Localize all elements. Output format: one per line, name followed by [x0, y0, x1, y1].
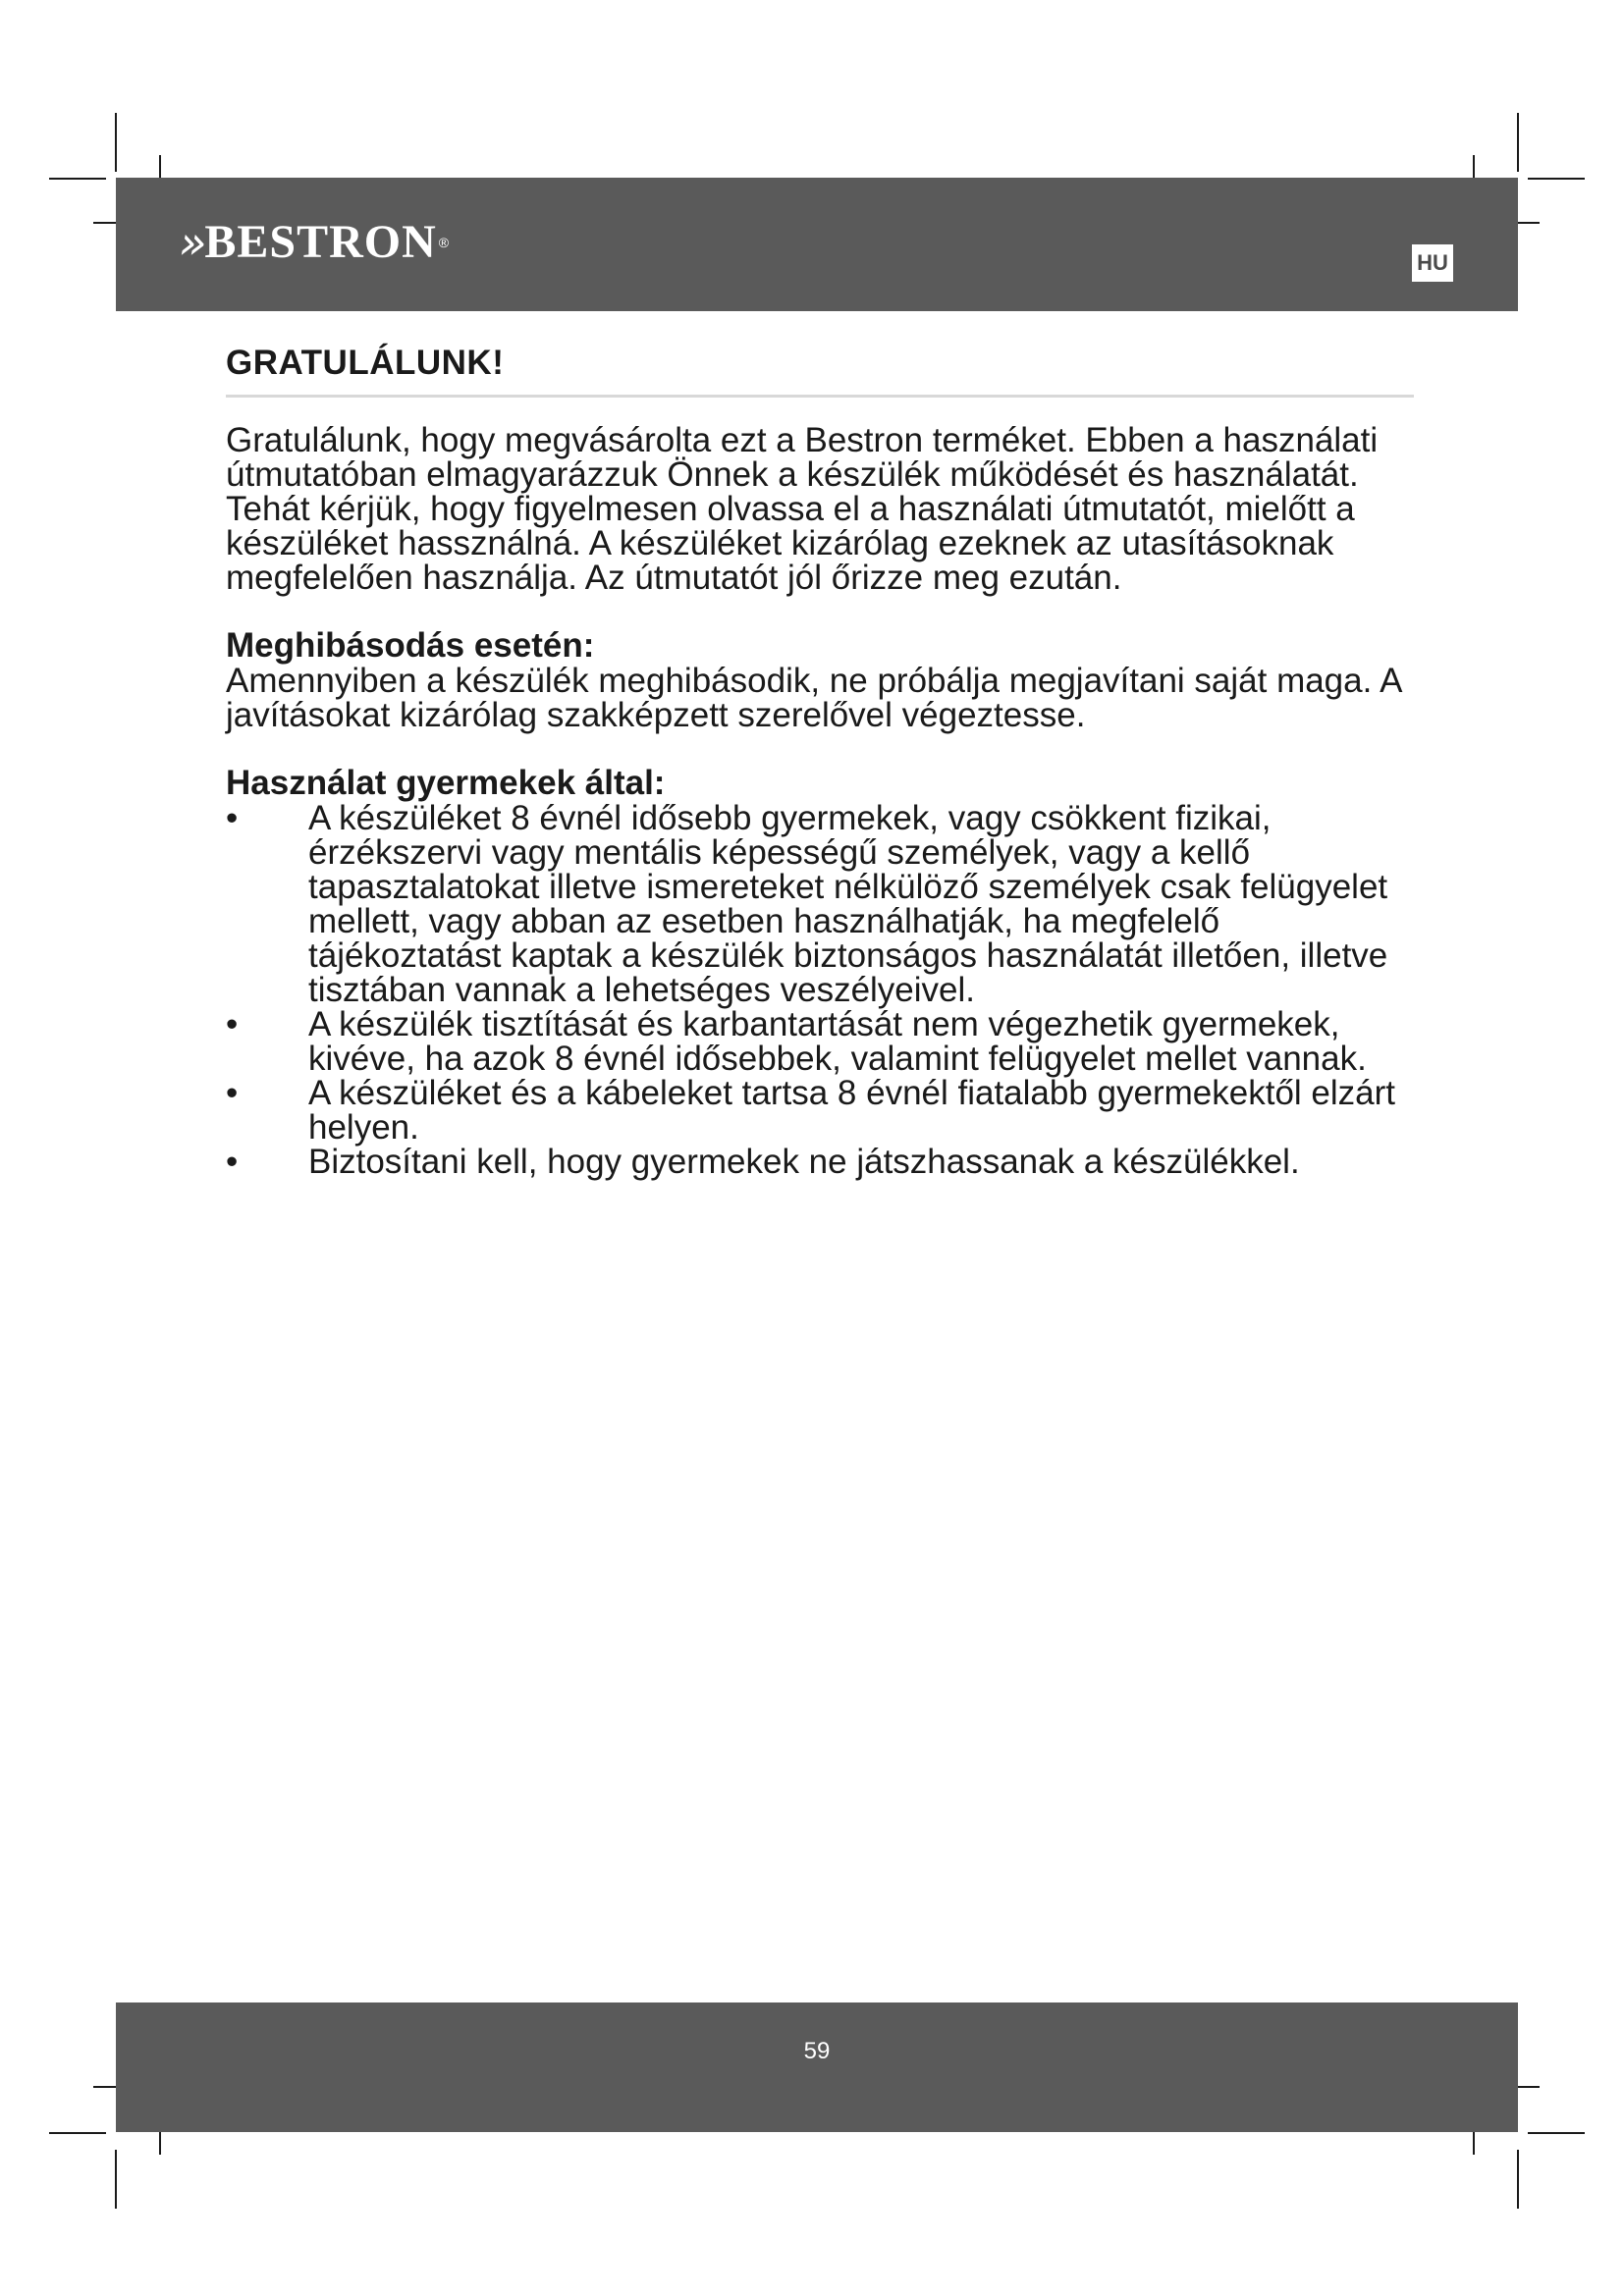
defect-heading: Meghibásodás esetén:	[226, 626, 595, 665]
list-item-text: A készüléket 8 évnél idősebb gyermekek, vagy csökkent fizikai, érzékszervi vagy mentális képességű személyek, vagy a kellő tapasztalatokat illetve ismereteket nélkülöző személyek csak felügyelet mellett, vagy abban az esetben használhatják, ha megfelelő tájékoztatást kaptak a készülék biztonságos használatát illetően, illetve tisztában vannak a lehetséges veszélyeivel.	[308, 799, 1388, 1009]
children-section	[226, 766, 1414, 1179]
bullet-icon: •	[226, 799, 239, 837]
language-badge: HU	[1412, 244, 1453, 282]
crop-mark	[115, 2150, 117, 2209]
bullet-icon: •	[226, 1143, 239, 1181]
children-list	[226, 801, 1414, 1179]
registered-mark: ®	[438, 234, 450, 250]
crop-mark	[49, 178, 106, 180]
list-item-text: A készüléket és a kábeleket tartsa 8 évnél fiatalabb gyermekektől elzárt helyen.	[308, 1074, 1395, 1147]
crop-mark	[1517, 2150, 1519, 2209]
crop-mark	[1528, 178, 1585, 180]
list-item-text: A készülék tisztítását és karbantartását nem végezhetik gyermekek, kivéve, ha azok 8 évnél idősebbek, valamint felügyelet mellet vannak.	[308, 1005, 1367, 1078]
page-title: GRATULÁLUNK!	[226, 344, 1414, 398]
main-content	[226, 344, 1414, 1179]
list-item	[226, 1007, 1414, 1076]
crop-mark	[1517, 113, 1519, 172]
brand-logo	[179, 215, 449, 269]
list-item	[226, 801, 1414, 1007]
intro-paragraph: Gratulálunk, hogy megvásárolta ezt a Bestron terméket. Ebben a használati útmutatóban elmagyarázzuk Önnek a készülék működését és használatát. Tehát kérjük, hogy figyelmesen olvassa el a használati útmutatót, mielőtt a készüléket hassználná. A készüléket kizárólag ezeknek az utasításoknak megfelelően használja. Az útmutatót jól őrizze meg ezután.	[226, 421, 1379, 597]
page-number: 59	[803, 2038, 831, 2064]
crop-mark	[115, 113, 117, 172]
list-item-text: Biztosítani kell, hogy gyermekek ne játszhassanak a készülékkel.	[308, 1143, 1300, 1181]
crop-mark	[49, 2132, 106, 2134]
defect-section	[226, 628, 1414, 732]
chevrons-icon: »	[179, 215, 199, 269]
children-heading: Használat gyermekek által:	[226, 764, 666, 802]
bullet-icon: •	[226, 1005, 239, 1043]
footer-bar	[116, 2002, 1518, 2132]
crop-mark	[1528, 2132, 1585, 2134]
header-bar	[116, 178, 1518, 311]
list-item	[226, 1145, 1414, 1179]
list-item	[226, 1076, 1414, 1145]
brand-name: BESTRON	[204, 216, 437, 268]
defect-text: Amennyiben a készülék meghibásodik, ne próbálja megjavítani saját maga. A javításokat kizárólag szakképzett szerelővel végeztesse.	[226, 662, 1401, 734]
bullet-icon: •	[226, 1074, 239, 1112]
